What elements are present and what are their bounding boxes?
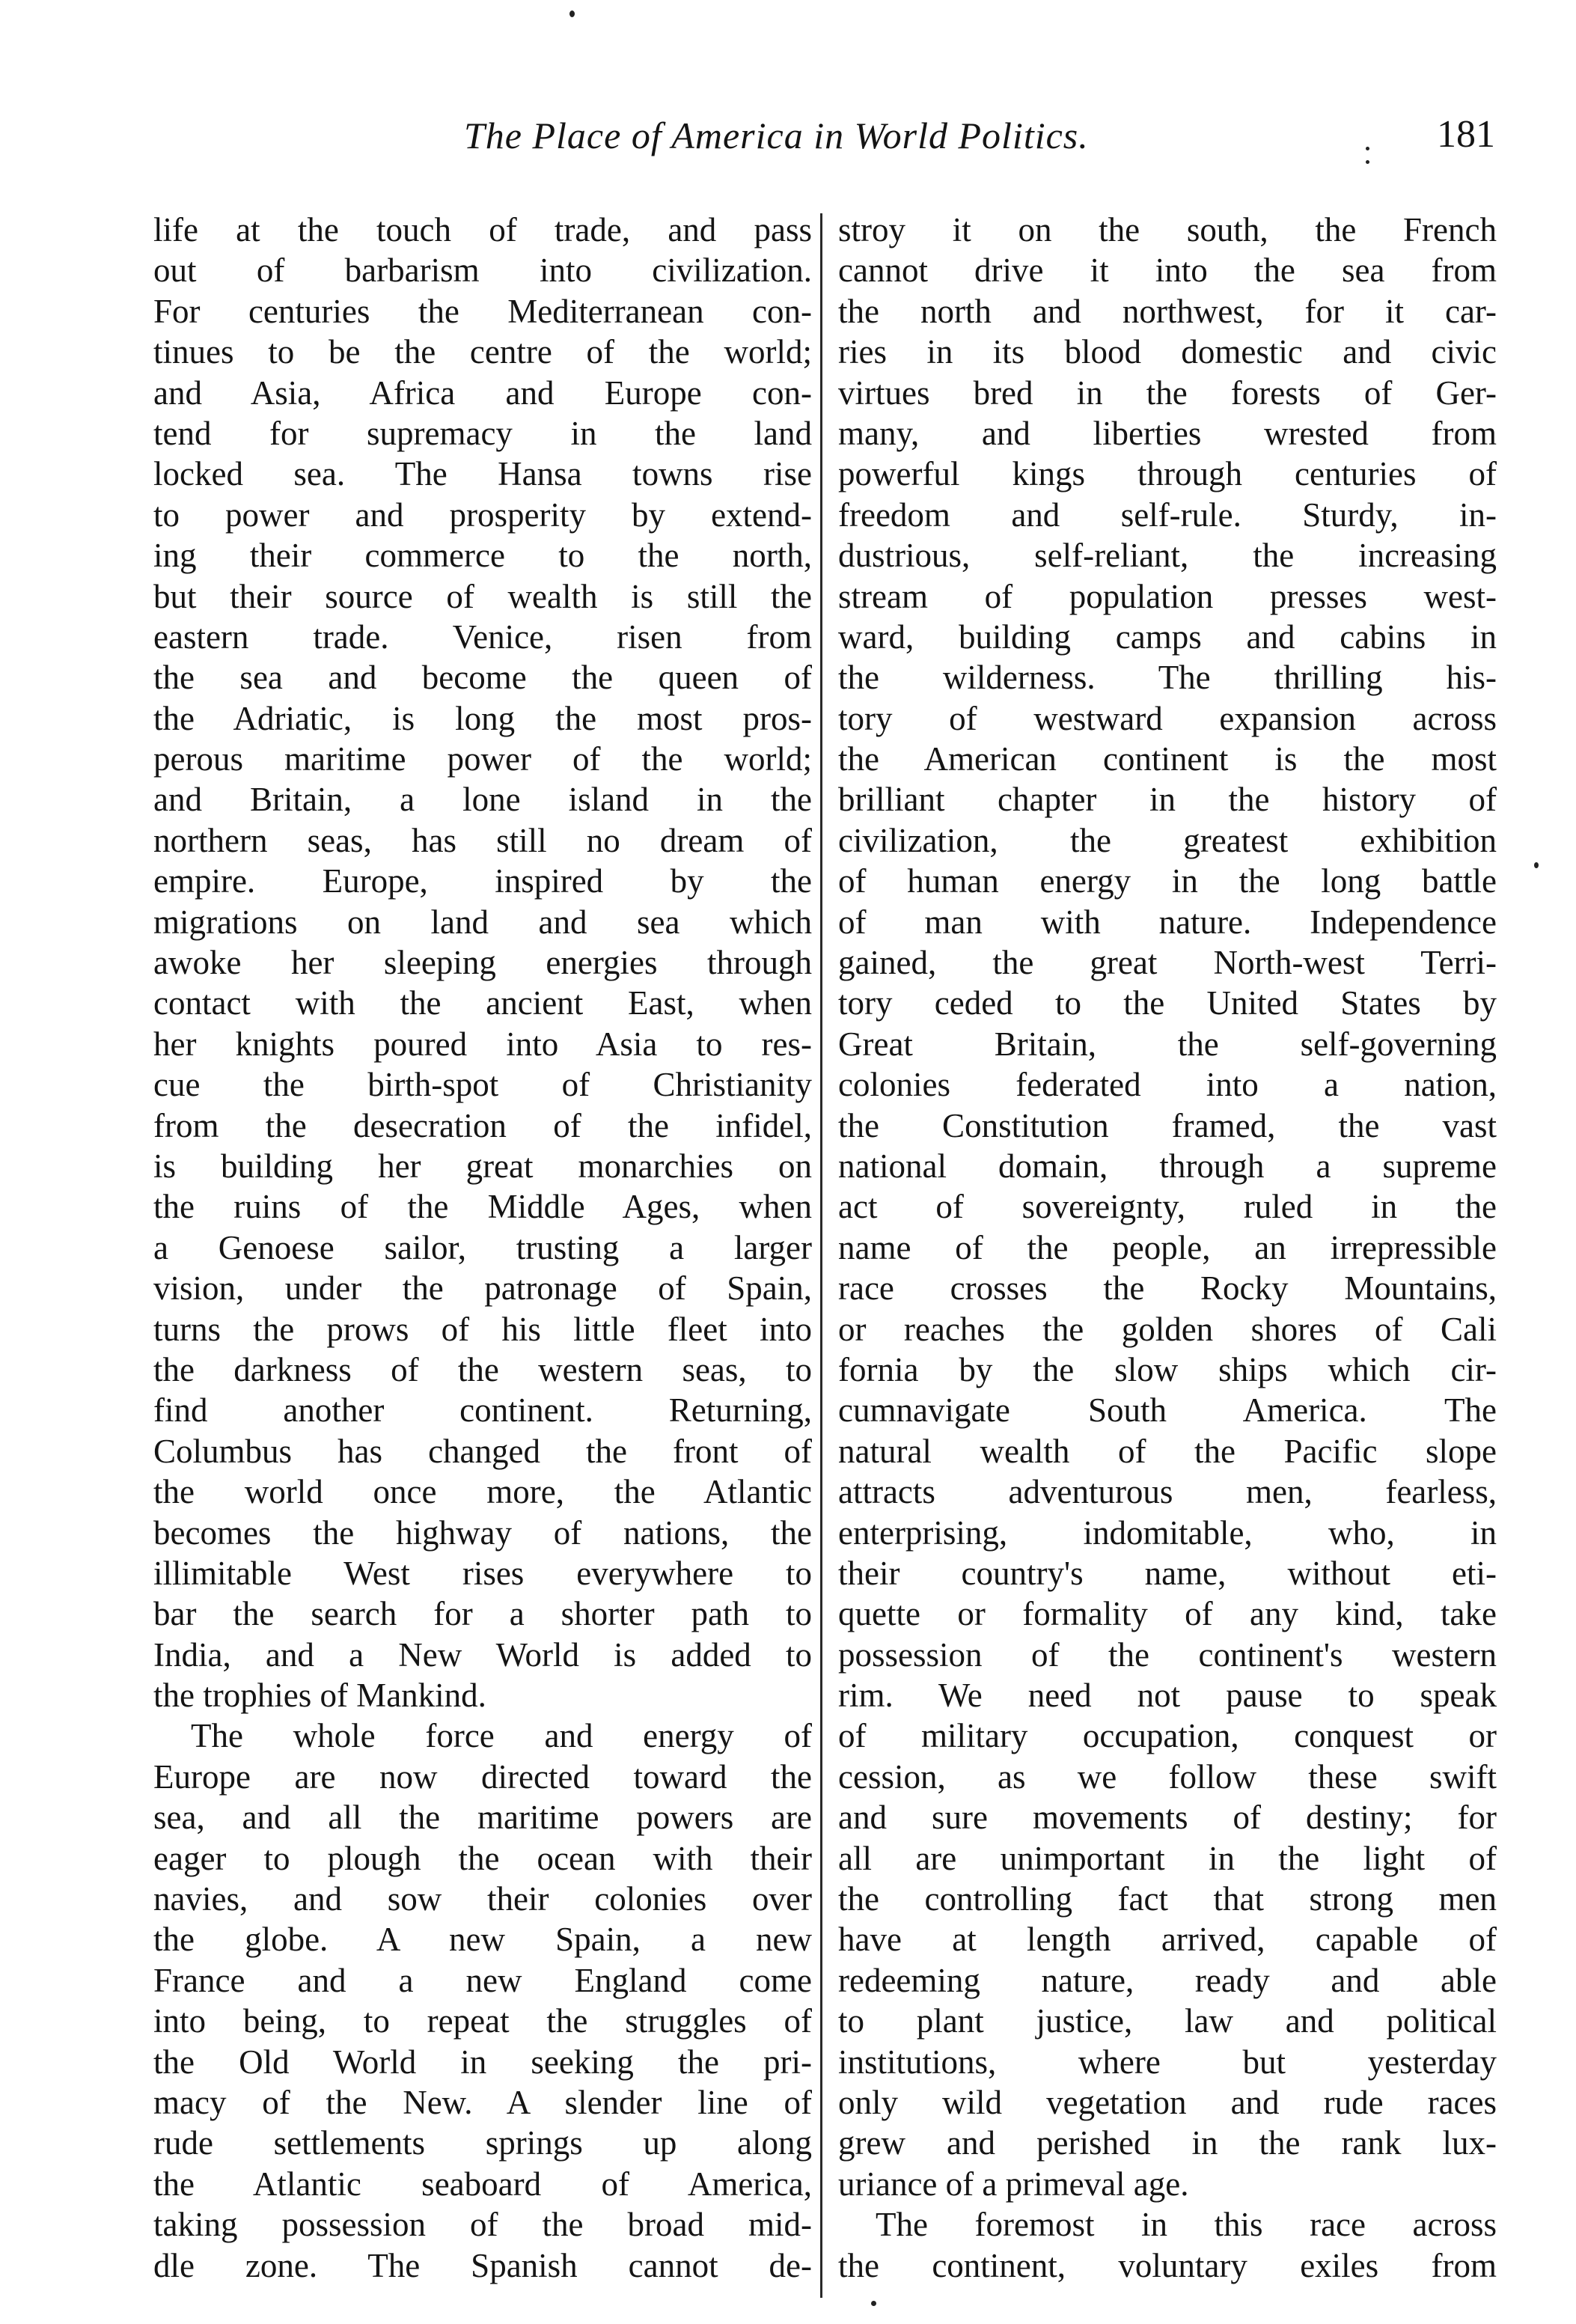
text-line: stroy it on the south, the French: [838, 211, 1497, 248]
text-line: cue the birth-spot of Christianity: [153, 1066, 812, 1104]
text-line: virtues bred in the forests of Ger-: [838, 373, 1497, 412]
paragraph-start-line: The whole force and energy of: [191, 1717, 812, 1755]
text-line: ing their commerce to the north,: [153, 537, 812, 575]
text-line: life at the touch of trade, and pass: [153, 211, 812, 248]
text-line: the Adriatic, is long the most pros-: [153, 699, 812, 737]
text-line: turns the prows of his little fleet into: [153, 1310, 812, 1348]
text-line: the world once more, the Atlantic: [153, 1473, 812, 1511]
text-line: Columbus has changed the front of: [153, 1432, 812, 1470]
text-line: the north and northwest, for it car-: [838, 292, 1497, 330]
running-title: The Place of America in World Politics.: [464, 115, 1089, 156]
text-line: possession of the continent's western: [838, 1635, 1497, 1674]
text-line: Europe are now directed toward the: [153, 1757, 812, 1796]
text-line: cumnavigate South America. The: [838, 1391, 1497, 1430]
text-line: the controlling fact that strong men: [838, 1880, 1497, 1918]
text-line: a Genoese sailor, trusting a larger: [153, 1228, 812, 1266]
text-line: brilliant chapter in the history of: [838, 781, 1497, 819]
paragraph-start-line: The foremost in this race across: [876, 2206, 1497, 2244]
text-line: ries in its blood domestic and civic: [838, 333, 1497, 371]
text-line: name of the people, an irrepressible: [838, 1228, 1497, 1266]
text-line: of man with nature. Independence: [838, 903, 1497, 941]
print-speck-top: [569, 10, 575, 17]
text-line: perous maritime power of the world;: [153, 740, 812, 778]
text-line: to plant justice, law and political: [838, 2002, 1497, 2040]
header-dot-lower: [1366, 160, 1369, 164]
text-line: macy of the New. A slender line of: [153, 2083, 812, 2121]
text-line: stream of population presses west-: [838, 577, 1497, 615]
text-line: fornia by the slow ships which cir-: [838, 1350, 1497, 1388]
text-line: vision, under the patronage of Spain,: [153, 1269, 812, 1308]
paragraph-end-line: the trophies of Mankind.: [153, 1677, 486, 1715]
text-line: and Britain, a lone island in the: [153, 781, 812, 819]
text-line: eastern trade. Venice, risen from: [153, 617, 812, 656]
text-line: only wild vegetation and rude races: [838, 2083, 1497, 2121]
text-line: cession, as we follow these swift: [838, 1757, 1497, 1796]
text-line: contact with the ancient East, when: [153, 984, 812, 1022]
text-line: gained, the great North-west Terri-: [838, 944, 1497, 982]
text-line: natural wealth of the Pacific slope: [838, 1432, 1497, 1470]
text-line: taking possession of the broad mid-: [153, 2206, 812, 2244]
text-line: tory ceded to the United States by: [838, 984, 1497, 1022]
column-rule: [820, 213, 822, 2298]
text-line: the ruins of the Middle Ages, when: [153, 1188, 812, 1226]
text-line: dle zone. The Spanish cannot de-: [153, 2246, 812, 2284]
text-line: Great Britain, the self-governing: [838, 1025, 1497, 1063]
right-column: [838, 210, 1497, 2286]
text-line: the globe. A new Spain, a new: [153, 1921, 812, 1959]
text-line: rude settlements springs up along: [153, 2124, 812, 2162]
left-column: [153, 210, 812, 2286]
text-line: from the desecration of the infidel,: [153, 1106, 812, 1144]
text-line: national domain, through a supreme: [838, 1147, 1497, 1185]
header-dot-upper: [1366, 147, 1369, 150]
text-line: and Asia, Africa and Europe con-: [153, 373, 812, 412]
text-line: of human energy in the long battle: [838, 862, 1497, 900]
text-line: into being, to repeat the struggles of: [153, 2002, 812, 2040]
text-line: northern seas, has still no dream of: [153, 821, 812, 859]
text-line: migrations on land and sea which: [153, 903, 812, 941]
text-line: grew and perished in the rank lux-: [838, 2124, 1497, 2162]
text-line: navies, and sow their colonies over: [153, 1880, 812, 1918]
paragraph-end-line: uriance of a primeval age.: [838, 2165, 1189, 2203]
text-line: of military occupation, conquest or: [838, 1717, 1497, 1755]
text-line: the Old World in seeking the pri-: [153, 2043, 812, 2081]
text-line: is building her great monarchies on: [153, 1147, 812, 1185]
page-number: 181: [1437, 113, 1495, 156]
text-line: their country's name, without eti-: [838, 1554, 1497, 1592]
text-line: tory of westward expansion across: [838, 699, 1497, 737]
text-line: freedom and self-rule. Sturdy, in-: [838, 495, 1497, 534]
text-line: quette or formality of any kind, take: [838, 1595, 1497, 1633]
text-line: to power and prosperity by extend-: [153, 495, 812, 534]
text-line: the continent, voluntary exiles from: [838, 2246, 1497, 2284]
text-line: the darkness of the western seas, to: [153, 1350, 812, 1388]
text-line: the wilderness. The thrilling his-: [838, 659, 1497, 697]
text-line: race crosses the Rocky Mountains,: [838, 1269, 1497, 1308]
text-line: powerful kings through centuries of: [838, 455, 1497, 493]
text-line: enterprising, indomitable, who, in: [838, 1513, 1497, 1552]
text-line: India, and a New World is added to: [153, 1635, 812, 1674]
text-line: cannot drive it into the sea from: [838, 251, 1497, 290]
text-line: and sure movements of destiny; for: [838, 1799, 1497, 1837]
text-line: sea, and all the maritime powers are: [153, 1799, 812, 1837]
print-speck-right: [1534, 862, 1539, 868]
text-line: becomes the highway of nations, the: [153, 1513, 812, 1552]
text-line: ward, building camps and cabins in: [838, 617, 1497, 656]
text-line: the Atlantic seaboard of America,: [153, 2165, 812, 2203]
text-line: empire. Europe, inspired by the: [153, 862, 812, 900]
text-line: the sea and become the queen of: [153, 659, 812, 697]
text-line: many, and liberties wrested from: [838, 414, 1497, 452]
text-line: illimitable West rises everywhere to: [153, 1554, 812, 1592]
text-line: the Constitution framed, the vast: [838, 1106, 1497, 1144]
text-line: but their source of wealth is still the: [153, 577, 812, 615]
text-line: eager to plough the ocean with their: [153, 1839, 812, 1877]
text-line: awoke her sleeping energies through: [153, 944, 812, 982]
text-line: civilization, the greatest exhibition: [838, 821, 1497, 859]
text-line: find another continent. Returning,: [153, 1391, 812, 1430]
text-line: redeeming nature, ready and able: [838, 1961, 1497, 1999]
text-line: tend for supremacy in the land: [153, 414, 812, 452]
text-line: her knights poured into Asia to res-: [153, 1025, 812, 1063]
text-line: institutions, where but yesterday: [838, 2043, 1497, 2081]
text-line: tinues to be the centre of the world;: [153, 333, 812, 371]
text-line: the American continent is the most: [838, 740, 1497, 778]
print-speck-bottom: [871, 2301, 876, 2306]
text-line: attracts adventurous men, fearless,: [838, 1473, 1497, 1511]
text-line: colonies federated into a nation,: [838, 1066, 1497, 1104]
text-line: dustrious, self-reliant, the increasing: [838, 537, 1497, 575]
text-line: out of barbarism into civilization.: [153, 251, 812, 290]
text-line: locked sea. The Hansa towns rise: [153, 455, 812, 493]
text-line: rim. We need not pause to speak: [838, 1677, 1497, 1715]
text-line: act of sovereignty, ruled in the: [838, 1188, 1497, 1226]
text-line: For centuries the Mediterranean con-: [153, 292, 812, 330]
text-line: all are unimportant in the light of: [838, 1839, 1497, 1877]
text-line: have at length arrived, capable of: [838, 1921, 1497, 1959]
text-line: France and a new England come: [153, 1961, 812, 1999]
text-line: bar the search for a shorter path to: [153, 1595, 812, 1633]
text-line: or reaches the golden shores of Cali: [838, 1310, 1497, 1348]
